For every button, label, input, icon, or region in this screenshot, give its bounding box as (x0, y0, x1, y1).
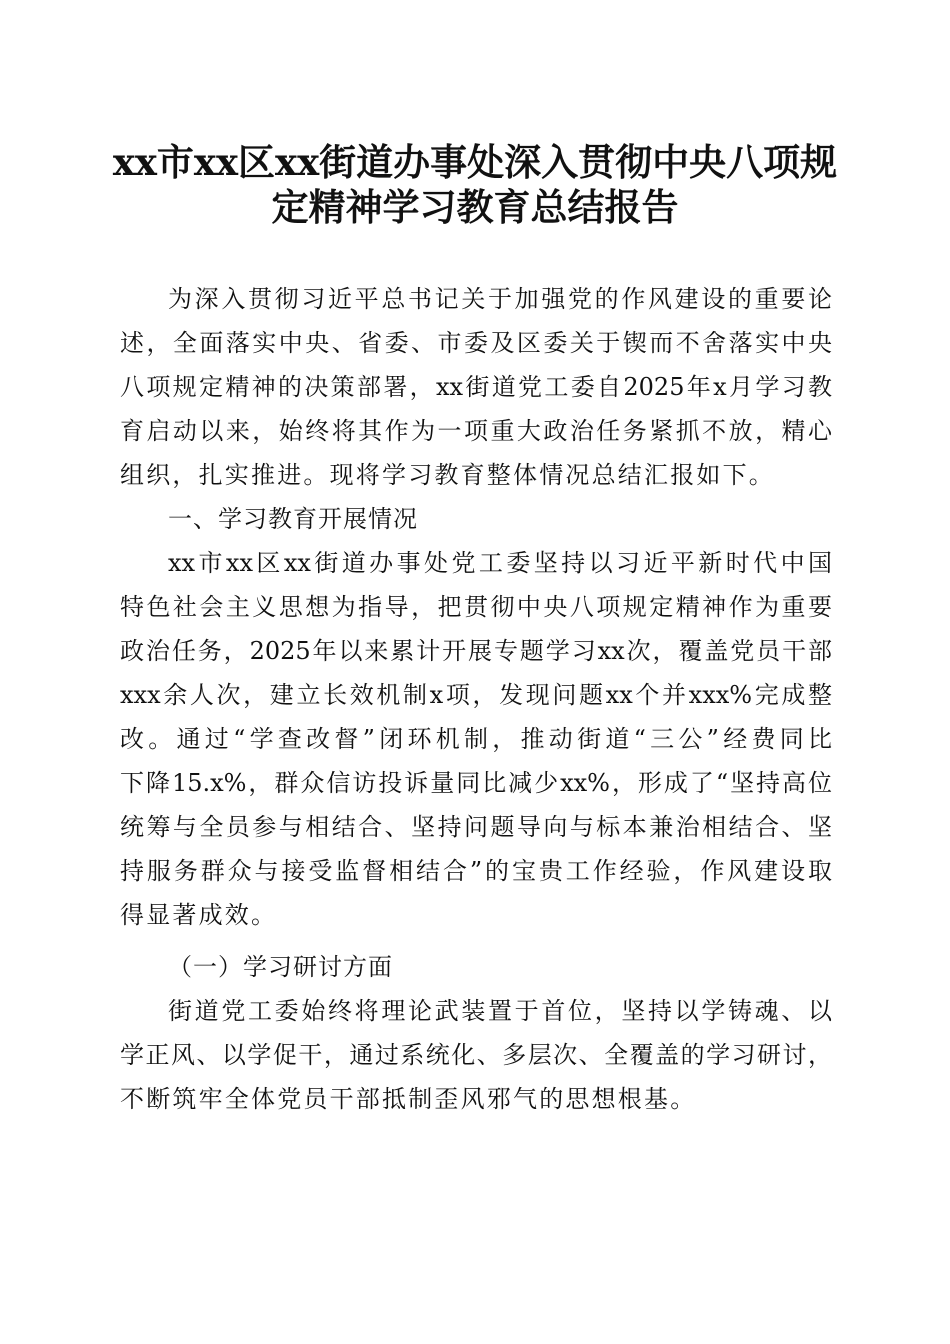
subsection1-line-3: 不断筑牢全体党员干部抵制歪风邪气的思想根基。 (120, 1085, 697, 1113)
document-title-line-2: 定精神学习教育总结报告 (271, 185, 679, 229)
section1-line-6: 下降15.x%，群众信访投诉量同比减少xx%，形成了“坚持高位 (120, 769, 832, 797)
section1-line-4: xxx余人次，建立长效机制x项，发现问题xx个并xxx%完成整 (120, 681, 832, 709)
intro-line-5: 组织，扎实推进。现将学习教育整体情况总结汇报如下。 (120, 461, 775, 489)
intro-line-3: 八项规定精神的决策部署，xx街道党工委自2025年x月学习教 (120, 373, 832, 401)
section1-line-1: xx市xx区xx街道办事处党工委坚持以习近平新时代中国 (168, 549, 832, 577)
section1-line-3: 政治任务，2025年以来累计开展专题学习xx次，覆盖党员干部 (120, 637, 832, 665)
section1-line-5: 改。通过“学查改督”闭环机制，推动街道“三公”经费同比 (120, 725, 832, 753)
document-title-line-1: xx市xx区xx街道办事处深入贯彻中央八项规 (112, 140, 838, 184)
intro-line-1: 为深入贯彻习近平总书记关于加强党的作风建设的重要论 (168, 285, 832, 313)
section-heading-1: 一、学习教育开展情况 (168, 505, 418, 533)
intro-line-4: 育启动以来，始终将其作为一项重大政治任务紧抓不放，精心 (120, 417, 832, 445)
section1-line-9: 得显著成效。 (120, 901, 278, 929)
intro-line-2: 述，全面落实中央、省委、市委及区委关于锲而不舍落实中央 (120, 329, 832, 357)
subsection1-line-1: 街道党工委始终将理论武装置于首位，坚持以学铸魂、以 (168, 997, 832, 1025)
section1-line-8: 持服务群众与接受监督相结合”的宝贵工作经验，作风建设取 (120, 857, 832, 885)
section1-line-7: 统筹与全员参与相结合、坚持问题导向与标本兼治相结合、坚 (120, 813, 832, 841)
subsection1-line-2: 学正风、以学促干，通过系统化、多层次、全覆盖的学习研讨， (120, 1041, 832, 1069)
subsection-heading-1: （一）学习研讨方面 (168, 953, 393, 981)
section1-line-2: 特色社会主义思想为指导，把贯彻中央八项规定精神作为重要 (120, 593, 832, 621)
